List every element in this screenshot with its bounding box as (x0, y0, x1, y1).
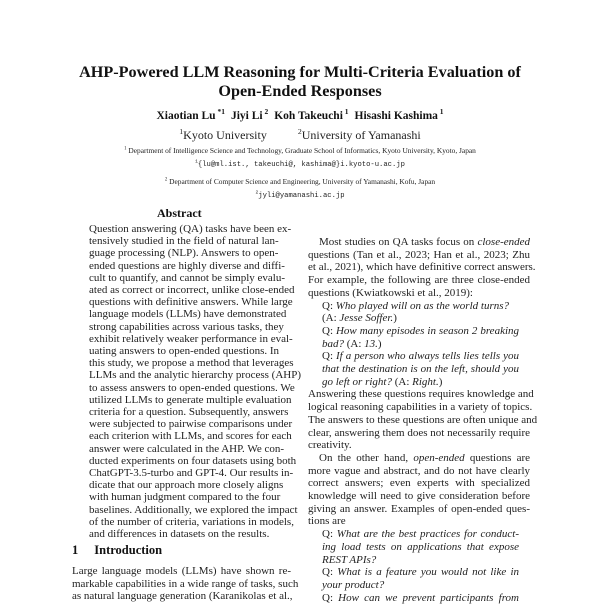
text-run: ) (393, 312, 397, 325)
text-run: (A: (344, 337, 365, 350)
email-text: jyli@yamanashi.ac.jp (258, 192, 345, 200)
text-run: Q: (322, 324, 336, 337)
author (354, 107, 444, 122)
text-run: and differences in datasets on the results. (89, 528, 270, 540)
paragraph-line (308, 490, 530, 502)
text-run: your product? (322, 578, 385, 591)
abstract-line (89, 369, 301, 382)
example-question-line (322, 350, 519, 362)
abstract-line (89, 235, 277, 247)
email-text: {lu@ml.ist., takeuchi@, kashima@}i.kyoto-u.ac.jp (197, 161, 405, 169)
author-sup: *1 (215, 107, 225, 117)
introduction-line (72, 590, 291, 602)
text-run: go left or right? (322, 375, 392, 388)
text-run: knowledge will need to give consideration before (308, 490, 530, 502)
text-run: questions (Tan et al., 2023; Han et al., 2023; Zhu (308, 248, 530, 261)
abstract-line (89, 259, 285, 272)
example-question-line (322, 376, 519, 388)
affiliation-name: Kyoto University (183, 128, 267, 142)
abstract-line (89, 271, 286, 284)
email-sup: 2 (255, 190, 259, 196)
text-run: open-ended (413, 451, 465, 464)
abstract-line (89, 357, 294, 370)
text-run: strong capabilities across various tasks, they (89, 320, 284, 333)
section-title: Introduction (94, 543, 163, 557)
paper-title-line-2: Open-Ended Responses (218, 82, 382, 100)
text-run: language models (LLMs) have demonstrated (89, 308, 287, 321)
introduction-line (72, 565, 291, 577)
paper-title-line-1: AHP-Powered LLM Reasoning for Multi-Criteria Evaluation of (79, 63, 521, 81)
abstract-line (89, 503, 298, 516)
text-run: more vague and abstract, and do not have clearly (308, 464, 530, 477)
affiliation-list (0, 128, 600, 143)
paragraph-line (308, 388, 534, 401)
paragraph-line (308, 503, 530, 515)
text-run: ended questions are highly diverse and diffi- (89, 259, 285, 272)
text-run: exhibit relatively weaker performance in eval- (89, 332, 293, 345)
abstract-line (89, 332, 293, 345)
abstract-line (89, 430, 292, 443)
text-run: ChatGPT-3.5-turbo and GPT-4. Our results in- (89, 467, 294, 479)
abstract-line (89, 515, 294, 528)
text-run: LLMs and the analytic hierarchy process (AHP) (89, 369, 301, 382)
text-run: Question answering (QA) tasks have been ex- (89, 223, 292, 235)
text-run: markable capabilities in a wide range of tasks, such (72, 577, 299, 590)
text-run: How can we prevent participants from (338, 591, 520, 604)
dept-text: Department of Intelligence Science and Technology, Graduate School of Informatics, Kyoto University, Kyoto, Japan (128, 146, 476, 155)
text-run: Q: (322, 299, 336, 312)
author (274, 107, 349, 122)
text-run: baselines. Additionally, we explored the impact (89, 503, 298, 516)
text-run: tensively studied in the field of natural lan- (89, 235, 279, 248)
text-run: Q: (322, 566, 338, 579)
text-run: tions are (308, 515, 346, 528)
affiliation-sup: 2 (297, 127, 302, 136)
abstract-line (89, 393, 292, 406)
abstract-line (89, 528, 277, 540)
text-run: What is a feature you would not like in (337, 566, 519, 579)
abstract-line (89, 247, 277, 259)
text-run: Large language models (LLMs) have shown re- (72, 565, 291, 577)
section-heading-introduction (72, 543, 162, 558)
text-run: ing load tests on applications that expose (322, 540, 519, 553)
text-run: Who played will on as the world turns? (335, 299, 509, 312)
text-run: Most studies on QA tasks focus on (319, 236, 478, 248)
paragraph-line (308, 477, 530, 489)
email-sup: 1 (195, 159, 198, 165)
text-run: What are the best practices for conduct- (336, 528, 520, 541)
text-run: that the destination is on the left, should you (322, 363, 519, 375)
example-question-line (322, 579, 519, 591)
text-run: ated as correct or incorrect, unlike close-ended (89, 284, 295, 296)
introduction-line (72, 577, 299, 590)
abstract-line (89, 223, 292, 235)
text-run: of the number of criteria, variations in models, (89, 515, 294, 528)
abstract-line (89, 381, 295, 394)
text-run: correct answers; even experts with specialized (308, 477, 530, 490)
section-number: 1 (72, 543, 79, 557)
department-1 (0, 146, 600, 155)
example-question-line (322, 363, 519, 375)
abstract-line (89, 442, 285, 455)
text-run: answer were calculated in the AHP. We con- (89, 442, 285, 455)
text-run: each criterion with LLMs, and scores for each (89, 430, 292, 443)
text-run: If a person who always tells lies tells you (336, 350, 519, 363)
paragraph-line (319, 452, 530, 464)
text-run: close-ended (477, 236, 530, 248)
example-question-line (322, 554, 519, 566)
paragraph-line (308, 261, 536, 274)
abstract-line (89, 491, 281, 504)
example-question-line (322, 541, 519, 553)
affiliation (298, 128, 421, 142)
example-question-line (322, 566, 519, 578)
author-name: Hisashi Kashima (354, 110, 438, 122)
author-sup: 1 (342, 107, 349, 117)
text-run: The answers to these questions are often unique and (308, 413, 538, 426)
text-run: Jesse Soffer. (339, 312, 394, 325)
text-run: clear, answering them does not necessarily require (308, 426, 530, 439)
paragraph-line (308, 427, 530, 439)
author-name: Jiyi Li (230, 110, 263, 122)
text-run: creativity. (308, 439, 352, 452)
text-run: ) (438, 375, 443, 388)
author (156, 107, 225, 122)
email-2 (0, 192, 600, 200)
abstract-line (89, 308, 287, 321)
text-run: guage processing (NLP). Answers to open- (89, 247, 279, 260)
paragraph-line (308, 515, 530, 527)
text-run: How many episodes in season 2 breaking (335, 324, 520, 337)
text-run: were subjected to pairwise comparisons under (89, 418, 293, 431)
abstract-line (89, 406, 289, 418)
text-run: REST APIs? (322, 553, 377, 566)
department-2 (0, 177, 600, 186)
text-run: For example, the following are three close-ended (308, 274, 530, 287)
author-sup: 2 (262, 107, 269, 117)
paragraph-line (308, 401, 533, 414)
text-run: utilized LLMs to generate multiple evaluation (89, 393, 292, 406)
text-run: this study, we propose a method that leverages (89, 357, 294, 370)
affiliation-name: University of Yamanashi (301, 128, 421, 142)
abstract-line (89, 418, 293, 431)
affiliation (179, 128, 267, 142)
abstract-line (89, 296, 293, 309)
paragraph-line (308, 465, 530, 477)
text-run: Q: (322, 350, 337, 363)
text-run: dicate that our approach more closely aligns (89, 479, 284, 492)
author-name: Xiaotian Lu (156, 110, 216, 122)
text-run: (A: (391, 375, 413, 388)
example-question-line (322, 592, 519, 604)
author-name: Koh Takeuchi (274, 110, 343, 122)
text-run: Q: (322, 591, 339, 604)
text-run: questions (Kwiatkowski et al., 2019): (308, 286, 473, 299)
paragraph-line (319, 236, 530, 248)
text-run: ducted experiments on four datasets using both (89, 454, 297, 467)
abstract-line (89, 454, 297, 467)
paragraph-line (308, 249, 530, 261)
text-run: Right. (412, 375, 439, 388)
paragraph-line (308, 287, 530, 299)
affiliation-sup: 1 (179, 127, 184, 136)
dept-sup: 1 (124, 146, 127, 152)
example-question-line (322, 338, 519, 350)
text-run: uating answers to open-ended questions. In (89, 345, 280, 357)
abstract-line (89, 320, 284, 333)
author-sup: 1 (437, 107, 444, 117)
text-run: Q: (322, 528, 337, 541)
text-run: On the other hand, (319, 451, 414, 464)
paragraph-line (308, 439, 530, 451)
example-question-line (322, 312, 519, 324)
text-run: logical reasoning capabilities in a variety of topics. (308, 401, 533, 414)
abstract-line (89, 345, 280, 357)
abstract-heading: Abstract (157, 206, 202, 220)
abstract-line (89, 479, 284, 492)
text-run: (A: (322, 312, 340, 325)
text-run: bad? (322, 337, 344, 350)
text-run: cult to quantify, and cannot be simply evalu- (89, 271, 286, 284)
author-list (0, 107, 600, 122)
abstract-line (89, 467, 294, 479)
text-run: 13. (364, 337, 378, 350)
text-run: with human judgment compared to the four (89, 491, 281, 504)
text-run: to assess answers to open-ended questions. We (89, 381, 295, 394)
abstract-line (89, 284, 295, 296)
text-run: ) (377, 337, 382, 350)
example-question-line (322, 300, 519, 312)
text-run: criteria for a question. Subsequently, answers (89, 406, 289, 418)
example-question-line (322, 325, 519, 337)
dept-sup: 2 (164, 177, 168, 183)
paragraph-line (308, 413, 538, 426)
text-run: giving an answer. Examples of open-ended ques- (308, 502, 530, 515)
example-question-line (322, 528, 519, 540)
text-run: et al., 2021), which have definitive correct answers. (308, 261, 536, 274)
text-run: questions are (464, 451, 530, 464)
text-run: questions with definitive answers. While large (89, 296, 293, 309)
text-run: Answering these questions requires knowledge and (308, 388, 534, 401)
paragraph-line (308, 274, 530, 286)
text-run: as natural language generation (Karanikolas et al., (72, 590, 293, 603)
email-1 (0, 161, 600, 169)
dept-text: Department of Computer Science and Engineering, University of Yamanashi, Kofu, Japan (169, 177, 436, 186)
author (230, 107, 269, 122)
